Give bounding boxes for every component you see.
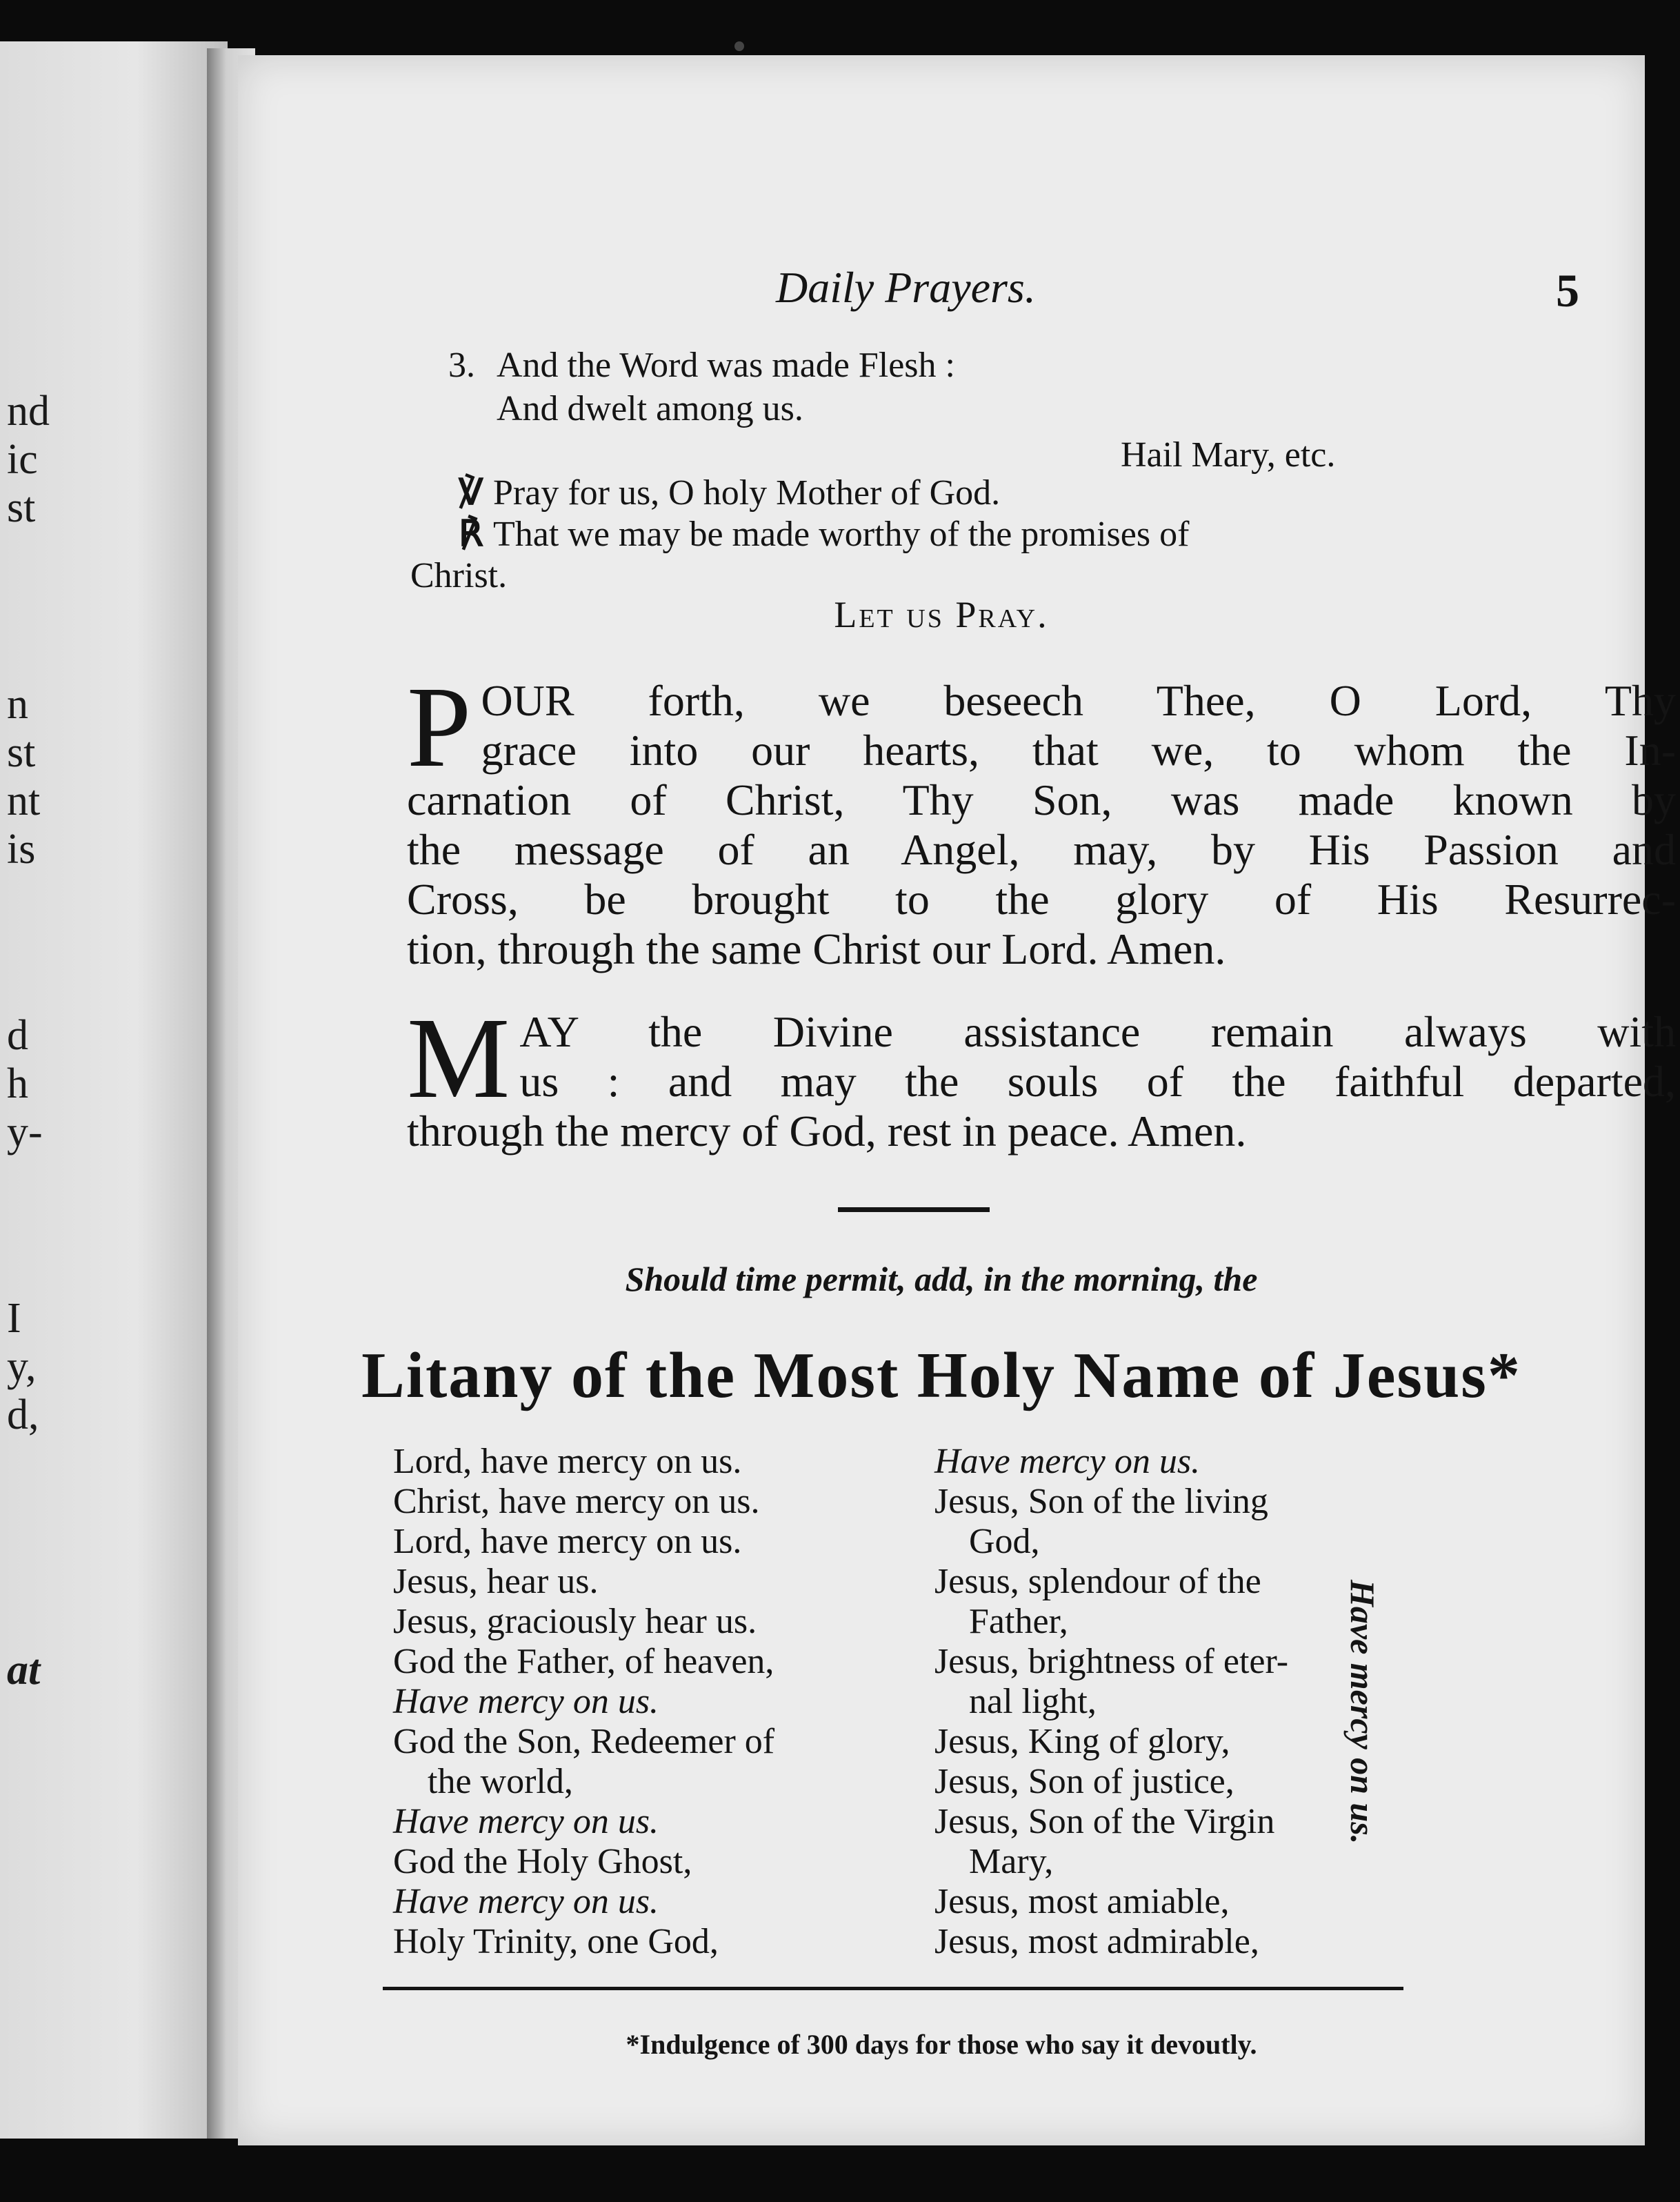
left-page-fragment: st [7, 484, 36, 531]
litany-line: Lord, have mercy on us. [393, 1522, 742, 1561]
page-header [238, 262, 1645, 324]
litany-line: Jesus, splendour of the [934, 1562, 1261, 1601]
section-divider [838, 1207, 990, 1212]
litany-line: God the Son, Redeemer of [393, 1722, 775, 1761]
prayer-line: AY the Divine assistance remain always with [519, 1007, 1676, 1056]
litany-line: God, [969, 1522, 1040, 1561]
litany-line: Jesus, most admirable, [934, 1922, 1259, 1961]
response-line-2: Christ. [410, 556, 508, 595]
litany-line: Jesus, King of glory, [934, 1722, 1230, 1761]
drop-cap: M [407, 994, 510, 1122]
litany-line: Have mercy on us. [393, 1682, 659, 1721]
litany-line: Holy Trinity, one God, [393, 1922, 719, 1961]
verse-line-1 [448, 345, 955, 386]
prayer-line: OUR forth, we beseech Thee, O Lord, Thy [481, 676, 1676, 725]
verse-number: 3. [448, 346, 475, 385]
litany-line: Lord, have mercy on us. [393, 1442, 742, 1481]
versicle-line [459, 473, 1000, 514]
litany-line: Father, [969, 1602, 1068, 1641]
left-page-fragment: y, [7, 1343, 37, 1390]
versicle-text: Pray for us, O holy Mother of God. [493, 473, 1001, 513]
drop-cap: P [407, 663, 472, 791]
left-page-fragment: h [7, 1060, 28, 1107]
litany-line: Jesus, Son of the Virgin [934, 1802, 1275, 1841]
section-heading: Let us Pray. [834, 594, 1049, 635]
verse-line-2: And dwelt among us. [497, 389, 803, 428]
left-facing-page [0, 41, 228, 2139]
running-title: Daily Prayers. [776, 263, 1036, 312]
litany-line: Mary, [969, 1842, 1054, 1881]
litany-line: Jesus, Son of the living [934, 1482, 1268, 1521]
response-icon: ℟ [459, 515, 483, 554]
hail-mary-response: Hail Mary, etc. [1121, 435, 1336, 475]
verse-text: And the Word was made Flesh : [497, 346, 955, 385]
left-page-fragment: y- [7, 1109, 43, 1155]
prayer-paragraph-2 [407, 994, 1676, 1156]
book-page [238, 55, 1676, 2145]
left-page-fragment: d, [7, 1391, 39, 1438]
versicle-icon: ℣ [459, 473, 483, 513]
litany-right-column [934, 1442, 1288, 1962]
left-page-fragment: st [7, 729, 36, 776]
litany-title: Litany of the Most Holy Name of Jesus* [361, 1340, 1521, 1411]
litany-line: Jesus, hear us. [393, 1562, 599, 1601]
page-number: 5 [1556, 264, 1579, 317]
left-page-fragment: nd [7, 388, 50, 435]
litany-line: Have mercy on us. [393, 1882, 659, 1921]
prayer-line: grace into our hearts, that we, to whom the In- [481, 726, 1676, 775]
footnote-rule [383, 1987, 1403, 1990]
left-page-fragment: d [7, 1012, 28, 1059]
prayer-paragraph-1 [407, 663, 1676, 974]
prayer-line: through the mercy of God, rest in peace. Amen. [407, 1107, 1247, 1155]
litany-line: the world, [428, 1762, 573, 1801]
left-page-fragment: ic [7, 436, 38, 483]
footnote: *Indulgence of 300 days for those who say it devoutly. [626, 2029, 1257, 2060]
left-page-fragment: at [7, 1647, 41, 1694]
litany-line: Have mercy on us. [934, 1442, 1201, 1481]
response-text: That we may be made worthy of the promises of [493, 515, 1190, 554]
left-page-fragment: I [7, 1295, 21, 1342]
response-line [459, 514, 1672, 555]
litany-line: Have mercy on us. [393, 1802, 659, 1841]
scan-speck [734, 41, 744, 51]
prayer-line: tion, through the same Christ our Lord. Amen. [407, 924, 1226, 973]
left-page-fragment: n [7, 681, 28, 728]
litany-left-column [393, 1442, 774, 1962]
prayer-line: us : and may the souls of the faithful departed, [519, 1057, 1676, 1106]
vertical-response: Have mercy on us. [1343, 1580, 1382, 1845]
litany-line: God the Holy Ghost, [393, 1842, 692, 1881]
litany-line: Christ, have mercy on us. [393, 1482, 760, 1521]
litany-line: Jesus, Son of justice, [934, 1762, 1234, 1801]
litany-line: Jesus, most amiable, [934, 1882, 1230, 1921]
litany-line: Jesus, graciously hear us. [393, 1602, 757, 1641]
left-page-fragment: nt [7, 777, 41, 824]
prayer-line: the message of an Angel, may, by His Passion and [407, 825, 1676, 874]
prayer-line: Cross, be brought to the glory of His Resurrec- [407, 875, 1676, 924]
litany-line: nal light, [969, 1682, 1097, 1721]
litany-line: Jesus, brightness of eter- [934, 1642, 1289, 1681]
prayer-line: carnation of Christ, Thy Son, was made known by [407, 775, 1676, 824]
litany-rubric: Should time permit, add, in the morning, the [625, 1260, 1258, 1298]
litany-line: God the Father, of heaven, [393, 1642, 774, 1681]
left-page-fragment: is [7, 826, 36, 873]
